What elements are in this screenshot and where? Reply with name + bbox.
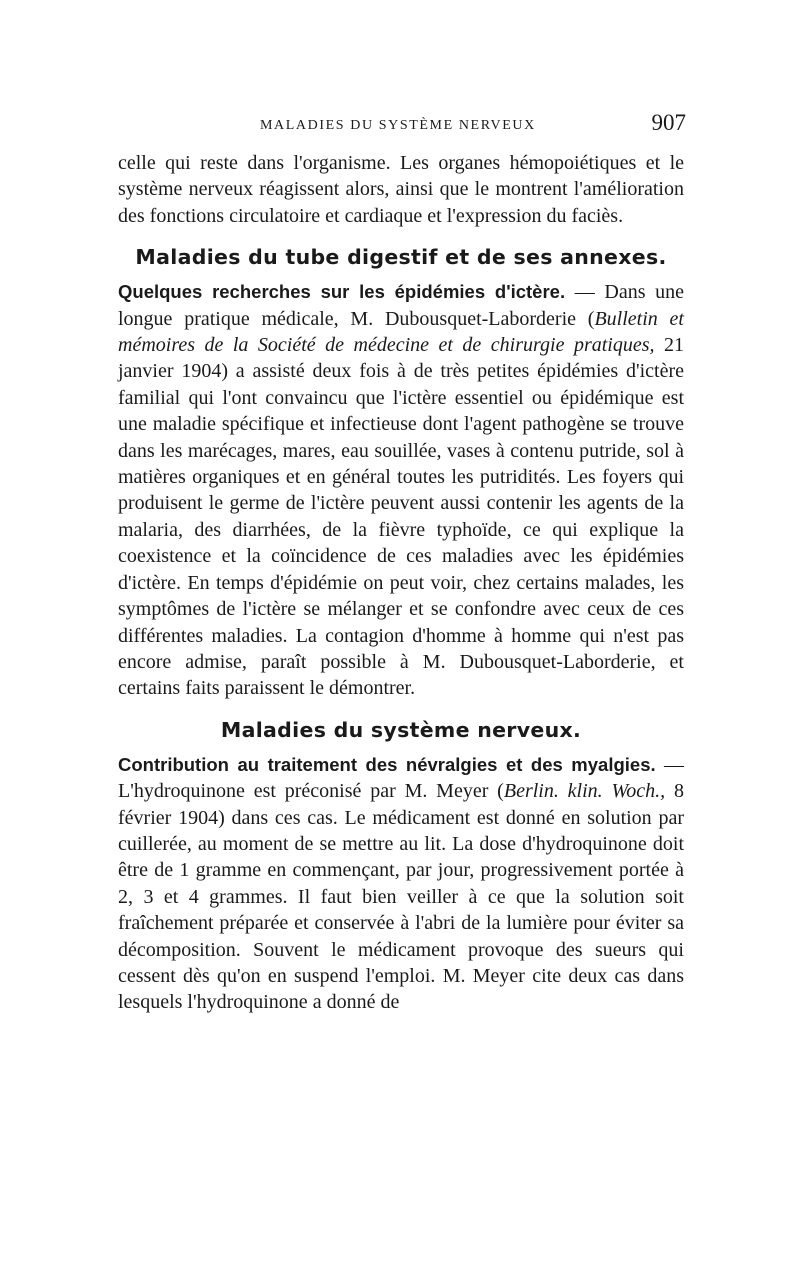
journal-citation: Bulletin et mémoires de la Société de médecine et de chirurgie pratiques,: [118, 307, 684, 357]
running-title: MALADIES DU SYSTÈME NERVEUX: [260, 118, 536, 133]
article-dash: —: [565, 281, 605, 304]
section-heading-digestive: Maladies du tube digestif et de ses annexes.: [135, 245, 667, 270]
article-text-b: 8 février 1904) dans ces cas. Le médicament est donné en solution par cuillerée, au moment de se mettre au lit. La dose d'hydroquinone doit être de 1 gramme en commençant, par jour, progressivement portée à 2, 3 et 4 grammes. Il faut bien veiller à ce que la solution soit fraîchement préparée et conservée à l'abri de la lumière pour éviter sa décomposition. Souvent le médicament provoque des sueurs qui cessent dès qu'on en suspend l'emploi. M. Meyer cite deux cas dans lesquels l'hydroquinone a donné de: [118, 780, 685, 1014]
page-number: 907: [651, 110, 686, 135]
article-title-neuralgia: Contribution au traitement des névralgies et des myalgies.: [118, 753, 656, 775]
intro-paragraph: celle qui reste dans l'organisme. Les organes hémopoiétiques et le système nerveux réagissent alors, ainsi que le montrent l'amélioration des fonctions circulatoire et cardiaque et l'expression du faciès.: [118, 152, 684, 227]
article-neuralgia: [118, 752, 684, 1016]
article-dash: —: [655, 753, 684, 776]
article-icterus: [118, 279, 684, 702]
journal-citation: Berlin. klin. Woch.,: [503, 780, 666, 803]
article-text-a: L'hydroquinone est préconisé par M. Meyer (: [118, 780, 504, 803]
running-header: [118, 110, 686, 140]
article-text-a: Dans une longue pratique médicale, M. Dubousquet-Laborderie (: [118, 281, 685, 330]
article-text-b: 21 janvier 1904) a assisté deux fois à de très petites épidémies d'ictère familial qui l'ont convaincu que l'ictère essentiel ou épidémique est une maladie spécifique et infectieuse dont l'agent pathogène se trouve dans les marécages, mares, eau souillée, vases à contenu putride, sol à matières organiques et en général toutes les putridités. Les foyers qui produisent le germe de l'ictère peuvent aussi contenir les agents de la malaria, des diarrhées, de la fièvre typhoïde, ce qui explique la coexistence et la coïncidence de ces maladies avec les épidémies d'ictère. En temps d'épidémie on peut voir, chez certains malades, les symptômes de l'ictère se mélanger et se confondre avec ceux de ces différentes maladies. La contagion d'homme à homme qui n'est pas encore admise, paraît possible à M. Dubousquet-Laborderie, et certains faits paraissent le démontrer.: [118, 334, 684, 700]
page-body: [118, 150, 684, 1016]
section-heading-nervous: Maladies du système nerveux.: [220, 717, 582, 742]
article-title-icterus: Quelques recherches sur les épidémies d'ictère.: [118, 281, 566, 303]
